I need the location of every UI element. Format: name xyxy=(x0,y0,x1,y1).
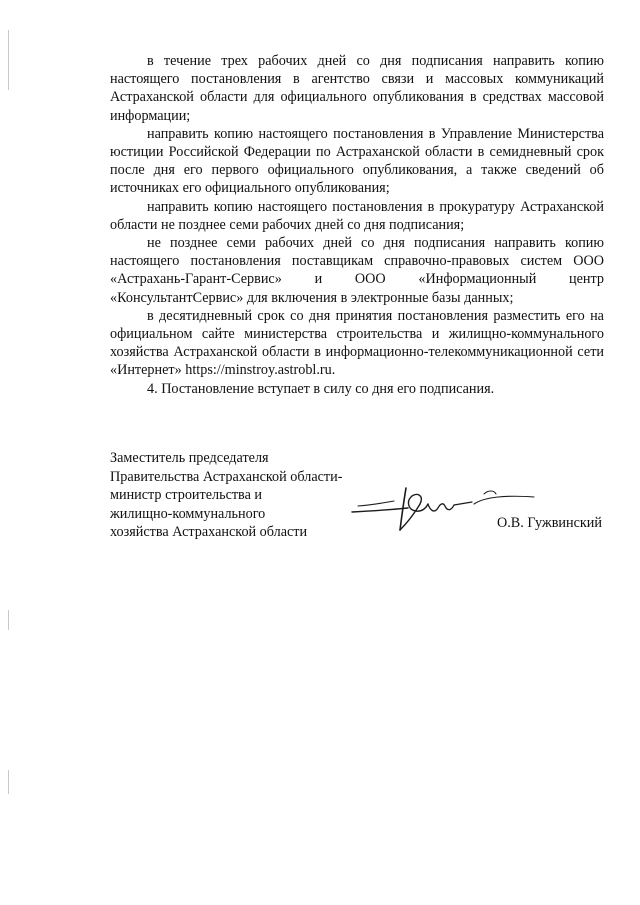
signatory-title-line: Заместитель председателя xyxy=(110,450,269,466)
paragraph-website: в десятидневный срок со дня принятия постановления разместить его на официальном сайте министерства строительства и жилищно-коммунального хозяйства Астраханской области в информационно-телекоммуникационной сети «Интернет» https://minstroy.astrobl.ru. xyxy=(110,307,604,379)
signatory-title-line: хозяйства Астраханской области xyxy=(110,524,308,541)
document-body xyxy=(110,52,604,398)
scan-margin-mark xyxy=(8,610,9,630)
paragraph-prosecutor: направить копию настоящего постановления в прокуратуру Астраханской области не позднее семи рабочих дней со дня подписания; xyxy=(110,198,604,233)
signatory-title-line: министр строительства и xyxy=(110,487,263,504)
signatory-title-line: Правительства Астраханской области- xyxy=(110,468,343,485)
scan-margin-mark xyxy=(8,30,9,90)
paragraph-legal-systems: не позднее семи рабочих дней со дня подписания направить копию настоящего постановления поставщикам справочно-правовых систем ООО «Астрахань-Гарант-Сервис» и ООО «Информационный центр «КонсультантСервис» для включения в электронные базы данных; xyxy=(110,235,604,306)
signatory-title-line: жилищно-коммунального xyxy=(110,505,266,522)
scan-margin-mark xyxy=(8,770,9,794)
paragraph-ministry-justice: направить копию настоящего постановления в Управление Министерства юстиции Российской Федерации по Астраханской области в семидневный срок после дня его первого официального опубликования, а также сведений об источниках его официального опубликования; xyxy=(110,125,604,197)
signatory-name: О.В. Гужвинский xyxy=(497,515,602,531)
paragraph-effective-date: 4. Постановление вступает в силу со дня его подписания. xyxy=(147,380,495,397)
paragraph-publish-media: в течение трех рабочих дней со дня подписания направить копию настоящего постановления в агентство связи и массовых коммуникаций Астраханской области для официального опубликования в средствах массовой информации; xyxy=(110,53,604,124)
signatory-title-block xyxy=(110,449,380,542)
